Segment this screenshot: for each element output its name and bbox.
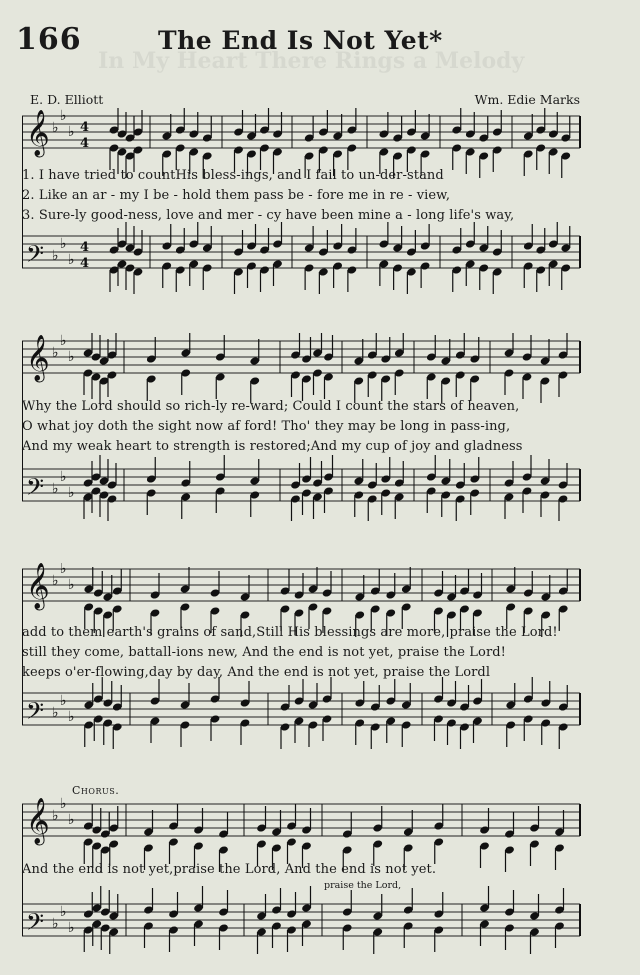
flat-icon: ♭	[52, 705, 59, 721]
lyricist-credit: E. D. Elliott	[30, 92, 104, 107]
flat-icon: ♭	[52, 248, 59, 264]
lyric-line-verse-2: 2. Like an ar - my I be - hold them pass be - fore me in re - view,	[22, 188, 451, 203]
bass-clef-icon: 𝄢	[26, 473, 45, 506]
treble-chord	[403, 810, 414, 870]
bass-chord	[529, 894, 540, 954]
bass-chord	[540, 459, 551, 517]
treble-chord	[301, 337, 312, 401]
bass-chord	[83, 892, 94, 952]
treble-chord	[143, 810, 154, 870]
bass-clef-icon: 𝄢	[26, 908, 45, 941]
bass-chord	[522, 455, 533, 513]
bass-chord	[256, 894, 267, 954]
treble-chord	[394, 333, 405, 395]
treble-chord	[168, 804, 179, 864]
bass-chord	[403, 888, 414, 948]
treble-chord	[286, 804, 297, 864]
bass-chord	[353, 459, 364, 517]
flat-icon: ♭	[68, 349, 75, 365]
bass-clef-icon: 𝄢	[26, 240, 45, 273]
flat-icon: ♭	[52, 808, 59, 824]
lyric-line-verse-2: still they come, battall-ions new, And the end is not yet, praise the Lord!	[22, 645, 506, 660]
composer-credit: Wm. Edie Marks	[474, 92, 580, 107]
flat-icon: ♭	[60, 333, 67, 349]
bass-chord	[394, 461, 405, 519]
treble-chord	[465, 112, 476, 174]
music-system-chorus	[22, 784, 582, 974]
bass-chord	[246, 224, 257, 288]
treble-chord	[193, 808, 204, 868]
bass-chord	[301, 886, 312, 946]
treble-clef-icon: 𝄞	[26, 563, 50, 609]
flat-icon: ♭	[60, 796, 67, 812]
bass-staff	[22, 469, 580, 506]
bass-chord	[420, 224, 431, 288]
bass-chord	[479, 886, 490, 946]
bass-chord	[272, 222, 283, 286]
bass-chord	[378, 222, 389, 286]
flat-icon: ♭	[52, 345, 59, 361]
bass-chord	[240, 681, 251, 745]
treble-chord	[301, 808, 312, 868]
bass-chord	[446, 681, 457, 745]
bass-chord	[290, 463, 301, 521]
treble-chord	[433, 571, 444, 633]
treble-chord	[91, 808, 102, 868]
flat-icon: ♭	[60, 236, 67, 252]
treble-chord	[535, 108, 546, 170]
flat-icon: ♭	[60, 469, 67, 485]
treble-chord	[548, 112, 559, 174]
time-signature-bottom: 4	[80, 256, 90, 271]
treble-chord	[522, 335, 533, 399]
treble-chord	[504, 333, 515, 395]
treble-chord	[451, 108, 462, 170]
bass-chord	[215, 455, 226, 513]
treble-chord	[378, 112, 389, 174]
bass-chord	[385, 679, 396, 743]
treble-chord	[433, 804, 444, 864]
treble-chord	[83, 567, 94, 629]
treble-chord	[312, 333, 323, 395]
bass-chord	[193, 886, 204, 946]
lyric-line-verse-1: Why the Lord should so rich-ly re-ward; Could I count the stars of heaven,	[22, 399, 520, 414]
treble-chord	[523, 114, 534, 176]
bass-chord	[150, 679, 161, 743]
flat-icon: ♭	[68, 812, 75, 828]
bass-chord	[433, 892, 444, 952]
bass-chord	[469, 457, 480, 515]
treble-chord	[318, 110, 329, 172]
bass-chord	[472, 679, 483, 743]
treble-chord	[233, 110, 244, 172]
treble-chord	[175, 108, 186, 170]
treble-chord	[146, 337, 157, 401]
bass-chord	[286, 892, 297, 952]
treble-chord	[469, 337, 480, 401]
bass-chord	[558, 463, 569, 521]
treble-chord	[370, 569, 381, 631]
time-signature-top: 4	[80, 240, 90, 255]
staff-notation	[22, 108, 582, 298]
bass-chord	[548, 222, 559, 286]
treble-chord	[215, 335, 226, 399]
flat-icon: ♭	[60, 563, 67, 577]
treble-chord	[188, 112, 199, 174]
treble-chord	[259, 108, 270, 170]
bass-chord	[168, 892, 179, 952]
bass-chord	[440, 459, 451, 517]
treble-chord	[346, 108, 357, 170]
treble-chord	[93, 571, 104, 633]
treble-chord	[83, 804, 94, 864]
treble-staff	[22, 563, 580, 611]
bass-chord	[294, 679, 305, 743]
flat-icon: ♭	[68, 252, 75, 268]
lyric-line-verse-2: O what joy doth the sight now af ford! Tho' they may be long in pass-ing,	[22, 419, 511, 434]
flat-icon: ♭	[52, 120, 59, 136]
staff-notation	[22, 794, 582, 974]
bass-chord	[161, 224, 172, 288]
hymn-number: 166	[16, 22, 82, 57]
flat-icon: ♭	[52, 573, 59, 589]
treble-staff	[22, 796, 580, 846]
treble-chord	[420, 114, 431, 176]
bass-chord	[323, 455, 334, 513]
treble-chord	[505, 567, 516, 629]
flat-icon: ♭	[68, 485, 75, 501]
flat-icon: ♭	[68, 124, 75, 140]
treble-chord	[308, 567, 319, 629]
bass-chord	[146, 457, 157, 515]
bass-clef-icon: 𝄢	[26, 697, 45, 730]
bass-chord	[492, 230, 503, 294]
time-signature-bottom: 4	[80, 136, 90, 151]
bass-chord	[249, 459, 260, 517]
bass-chord	[102, 681, 113, 745]
treble-chord	[272, 112, 283, 174]
flat-icon: ♭	[68, 920, 75, 936]
bass-chord	[108, 894, 119, 954]
treble-chord	[479, 808, 490, 868]
bass-chord	[332, 224, 343, 288]
music-system-1	[22, 108, 582, 298]
bass-chord	[91, 886, 102, 946]
treble-clef-icon: 𝄞	[26, 110, 50, 156]
bass-chord	[465, 222, 476, 286]
bass-chord	[455, 463, 466, 521]
bass-chord	[188, 222, 199, 286]
lyric-line-verse-3: And my weak heart to strength is restored;And my cup of joy and gladness	[22, 439, 523, 454]
flat-icon: ♭	[68, 577, 75, 593]
treble-chord	[523, 571, 534, 633]
time-signature-top: 4	[80, 120, 90, 135]
bass-chord	[143, 888, 154, 948]
treble-chord	[492, 110, 503, 172]
flat-icon: ♭	[60, 108, 67, 124]
bass-chord	[318, 230, 329, 294]
bass-chord	[372, 894, 383, 954]
treble-chord	[323, 335, 334, 399]
treble-chord	[558, 569, 569, 631]
treble-chord	[406, 110, 417, 172]
treble-chord	[112, 569, 123, 631]
bass-chord	[271, 888, 282, 948]
bass-chord	[523, 224, 534, 288]
lyric-line-verse-1: add to them earth's grains of sand,Still His blessings are more, praise the Lord!	[22, 625, 558, 640]
chorus-label: Chorus.	[72, 784, 120, 797]
flat-icon: ♭	[68, 709, 75, 725]
flat-icon: ♭	[52, 481, 59, 497]
treble-chord	[180, 333, 191, 395]
bass-chord	[367, 463, 378, 521]
bass-chord	[233, 230, 244, 294]
treble-chord	[426, 335, 437, 399]
treble-clef-icon: 𝄞	[26, 335, 50, 381]
flat-icon: ♭	[52, 916, 59, 932]
bass-chord	[540, 681, 551, 745]
treble-chord	[271, 810, 282, 870]
ghost-bleed-title: In My Heart There Rings a Melody	[98, 48, 525, 74]
bass-chord	[354, 681, 365, 745]
bass-chord	[554, 888, 565, 948]
treble-chord	[246, 114, 257, 176]
treble-chord	[332, 114, 343, 176]
bass-chord	[504, 461, 515, 519]
treble-chord	[554, 810, 565, 870]
lyric-line-verse-3: 3. Sure-ly good-ness, love and mer - cy have been mine a - long life's way,	[22, 208, 515, 223]
bass-chord	[380, 457, 391, 515]
treble-chord	[380, 337, 391, 401]
treble-chord	[280, 569, 291, 631]
bass-chord	[406, 230, 417, 294]
music-system-2	[22, 333, 582, 523]
bass-chord	[301, 457, 312, 515]
bass-chord	[426, 455, 437, 513]
flat-icon: ♭	[60, 904, 67, 920]
bass-chord	[312, 461, 323, 519]
flat-icon: ♭	[60, 693, 67, 709]
lyric-alt-line: praise the Lord,	[324, 880, 402, 891]
hymn-title: The End Is Not Yet*	[158, 26, 443, 55]
treble-chord	[322, 571, 333, 633]
lyric-line-verse-3: keeps o'er-flowing,day by day, And the end is not yet, praise the Lordl	[22, 665, 491, 680]
music-system-3	[22, 563, 582, 753]
treble-clef-icon: 𝄞	[26, 798, 50, 844]
treble-chord	[401, 567, 412, 629]
lyric-line-verse-1: 1. I have tried to countHis bless-ings, and I fail to un-der-stand	[22, 168, 444, 183]
treble-chord	[210, 571, 221, 633]
lyric-line-chorus: And the end is not yet,praise the Lord, And the end is not yet.	[22, 862, 437, 877]
treble-chord	[180, 567, 191, 629]
treble-chord	[161, 114, 172, 176]
treble-chord	[459, 569, 470, 631]
bass-chord	[180, 461, 191, 519]
